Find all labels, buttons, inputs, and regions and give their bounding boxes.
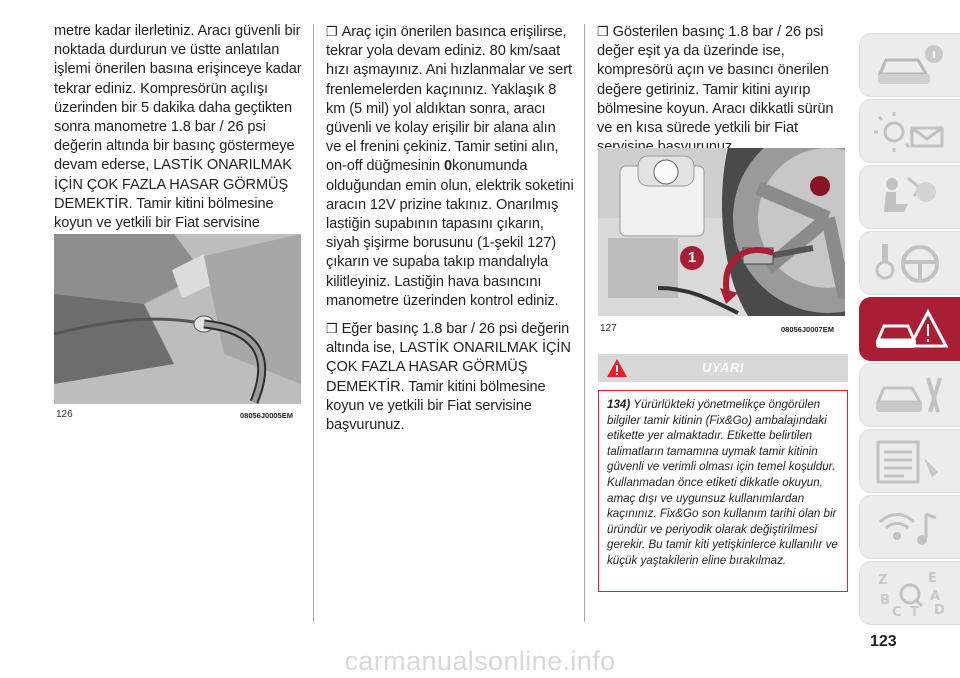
warning-reference: 134): [607, 398, 631, 411]
warning-header: [598, 354, 848, 382]
column-divider-1: [313, 24, 314, 622]
svg-text:Z: Z: [878, 573, 888, 588]
tab-car-info[interactable]: [859, 33, 960, 97]
column-3: [597, 22, 847, 165]
bullet-checkbox-icon: ❒: [597, 24, 609, 39]
warning-title: UYARI: [702, 360, 744, 375]
column-2: [326, 22, 574, 443]
page-number: 123: [870, 633, 897, 650]
dashboard-lights-icon: [874, 108, 950, 156]
svg-text:A: A: [930, 589, 941, 604]
figure-126-image: [54, 234, 301, 404]
compressor-and-wheel-illustration: [598, 148, 845, 316]
figure-127-number: 127: [600, 323, 617, 334]
car-tools-icon: [874, 372, 950, 420]
warning-body: [598, 390, 848, 592]
specifications-list-icon: [874, 438, 950, 486]
paragraph-continued: metre kadar ilerletiniz. Aracı güvenli bir noktada durdurun ve üstte anlatılan işlemi önerilen basına erişinceye kadar tekrar ediniz. Kompresörün açılışı üzerinden bir 5 dakika daha geçtikten sonra manometre 1.8 bar / 26 psi değerin altında bir basınç göstermeye devam ederse, LASTİK ONARILMAK İÇİN ÇOK FAZLA HASAR GÖRMÜŞ DEMEKTİR. Tamir kitini bölmesine koyun ve yetkili bir Fiat servisine: [54, 23, 302, 232]
car-warning-icon: [874, 306, 950, 354]
tab-seat-airbag[interactable]: [859, 165, 960, 229]
tab-maintenance[interactable]: [859, 363, 960, 427]
tab-multimedia[interactable]: [859, 495, 960, 559]
column-divider-2: [584, 24, 585, 622]
tab-index[interactable]: [859, 561, 960, 625]
alphabetical-index-icon: [874, 570, 950, 618]
svg-text:D: D: [934, 603, 945, 618]
seat-airbag-icon: [874, 174, 950, 222]
bullet-checkbox-icon: ❒: [326, 24, 338, 39]
tab-specifications[interactable]: [859, 429, 960, 493]
bullet-checkbox-icon: ❒: [326, 321, 338, 337]
figure-127-image: [598, 148, 845, 316]
svg-text:B: B: [880, 593, 890, 608]
figure-127-code: 08056J0007EM: [781, 325, 834, 334]
svg-text:C: C: [892, 605, 902, 618]
bullet-pressure-ok: ❒ Gösterilen basınç 1.8 bar / 26 psi değer eşit ya da üzerinde ise, kompresörü açın ve basıncı önerilen değere getiriniz. Tamir kitini ayırıp bölmesine koyun. Aracı dikkatli sürün ve en kısa sürede yetkili bir Fiat: [597, 24, 834, 137]
warning-box: [598, 354, 848, 592]
multimedia-music-icon: [874, 504, 950, 552]
svg-text:T: T: [910, 605, 919, 618]
bullet-pressure-low: ❒ Eğer basınç 1.8 bar / 26 psi değerin altında ise, LASTİK ONARILMAK İÇİN ÇOK FAZLA HASAR GÖRMÜŞ DEMEKTİR. Tamir kitini bölmesine koyun ve yetkili bir Fiat servisine başvurunuz.: [326, 321, 571, 434]
column-1: [54, 22, 302, 260]
tab-steering-key[interactable]: [859, 231, 960, 295]
bullet-pressure-reached: ❒ Araç için önerilen basınca erişilirse, tekrar yola devam ediniz. 80 km/saat hızı aşmayınız. Ani hızlanmalar ve sert frenlemelerden kaçınınız. Yaklaşık 8 km (5 mil) yol aldıktan sonra, aracı güvenli ve kolay erişilir bir alana alın ve el frenini çekiniz. Tamir setini alın, on-off düğmesinin 0konumunda olduğundan emin olun, elektrik soketini aracın 12V prizine takınız. Onarılmış lastiğin supabının tapasını çıkarın, siyah şişirme borusunu (1-şekil 127) çıkarın ve supaba takıp mandalıyla kilitleyiniz. Lastiğin hava basıncını manometre üzerinden kontrol ediniz.: [326, 24, 574, 309]
figure-126-code: 08056J0005EM: [240, 411, 293, 420]
svg-text:E: E: [928, 571, 937, 586]
figure-126-number: 126: [56, 409, 73, 420]
warning-text: Yürürlükteki yönetmelikçe öngörülen bilgiler tamir kitinin (Fix&Go) ambalajındaki etikette yer almaktadır. Etikette belirtilen talimatların tamamına uymak tamir kitinin güvenli ve verimli olması için temel koşuldur. Kullanmadan önce etiketi dikkatle okuyun, amaç dışı ve uygunsuz kullanımlardan kaçınınız. Fix&Go son kullanım tarihi olan bir üründür ve periyodik olarak değiştirilmesi gerekir. Bu tamir kiti yetişkinlerce kullanılır ve küçük yaştakilerin eline bırakılmaz.: [607, 398, 838, 567]
callout-marker-1: 1: [680, 246, 704, 270]
tab-emergency[interactable]: [859, 297, 960, 361]
car-info-icon: [874, 42, 950, 90]
tire-valve-hose-illustration: [54, 234, 301, 404]
tab-dashboard-lights[interactable]: [859, 99, 960, 163]
steering-wheel-key-icon: [874, 240, 950, 288]
watermark: carmanualsonline.info: [344, 646, 616, 676]
